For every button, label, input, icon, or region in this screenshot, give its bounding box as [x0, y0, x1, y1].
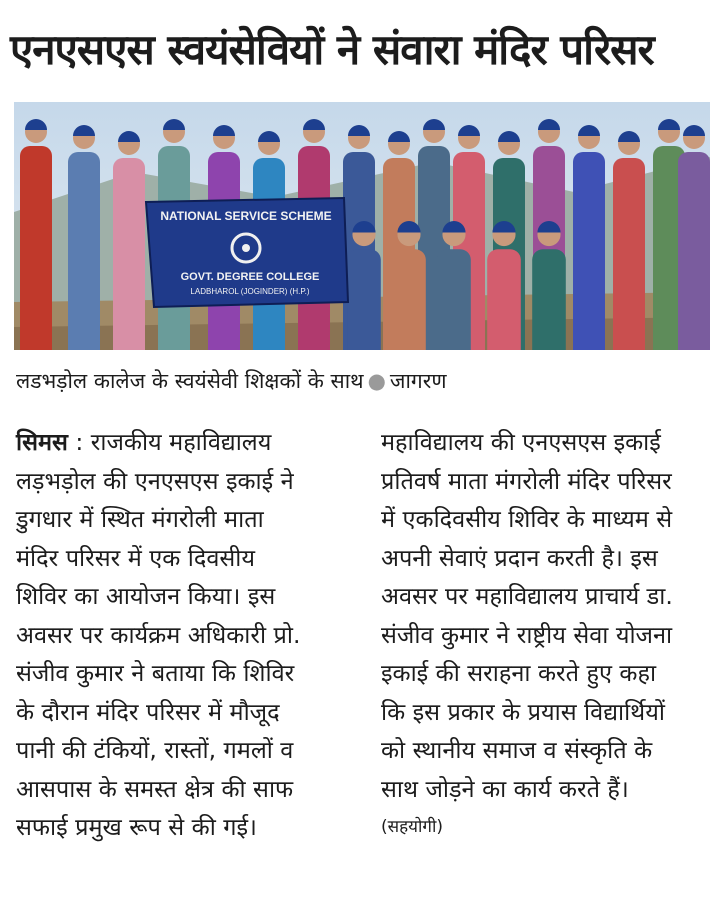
- article-line: पानी की टंकियों, रास्तों, गमलों व: [16, 736, 294, 764]
- article-line: प्रतिवर्ष माता मंगरोली मंदिर परिसर: [381, 466, 672, 495]
- banner-line-2: GOVT. DEGREE COLLEGE: [180, 271, 320, 283]
- person-figure: [678, 125, 710, 350]
- group-photo: [14, 102, 710, 350]
- person-figure: [613, 131, 645, 350]
- caption-source: जागरण: [389, 369, 447, 393]
- article-line: कि इस प्रकार के प्रयास विद्यार्थियों: [381, 697, 665, 726]
- credit-line: (सहयोगी): [381, 817, 444, 837]
- article-line-text: : राजकीय महाविद्यालय: [67, 428, 272, 456]
- bullet-dot: ●: [367, 369, 386, 393]
- article-line: अवसर पर कार्यक्रम अधिकारी प्रो.: [16, 620, 301, 649]
- article-line: महाविद्यालय की एनएसएस इकाई: [381, 428, 661, 456]
- article-line: लड़भड़ोल की एनएसएस इकाई ने: [16, 466, 294, 495]
- article-column-left: [16, 423, 356, 847]
- caption-text: लडभड़ोल कालेज के स्वयंसेवी शिक्षकों के साथ: [16, 369, 364, 393]
- article-line: सफाई प्रमुख रूप से की गई।: [16, 813, 257, 841]
- article-column-right: [381, 423, 716, 847]
- headline: एनएसएस स्वयंसेवियों ने संवारा मंदिर परिसर: [10, 25, 654, 74]
- article-line: साथ जोड़ने का कार्य करते हैं।: [381, 774, 629, 803]
- article-line: के दौरान मंदिर परिसर में मौजूद: [16, 697, 280, 726]
- article-line: अपनी सेवाएं प्रदान करती है। इस: [381, 543, 658, 572]
- person-figure: [113, 131, 145, 350]
- article-line: शिविर का आयोजन किया। इस: [16, 582, 276, 610]
- person-figure: [20, 119, 52, 350]
- photo-caption: [16, 366, 716, 396]
- article-line: [16, 423, 356, 462]
- article-line: अवसर पर महाविद्यालय प्राचार्य डा.: [381, 582, 673, 610]
- banner-line-3: LADBHAROL (JOGINDER) (H.P.): [190, 287, 310, 296]
- person-figure: [573, 125, 605, 350]
- article-line: संजीव कुमार ने बताया कि शिविर: [16, 659, 295, 687]
- article-line: डुगधार में स्थित मंगरोली माता: [16, 505, 264, 533]
- banner-line-1: NATIONAL SERVICE SCHEME: [160, 209, 332, 223]
- article-line: आसपास के समस्त क्षेत्र की साफ: [16, 774, 294, 803]
- nss-banner: [146, 198, 348, 307]
- article-line: इकाई की सराहना करते हुए कहा: [381, 659, 657, 687]
- person-figure: [68, 125, 100, 350]
- article-line: मंदिर परिसर में एक दिवसीय: [16, 543, 255, 572]
- article-line: को स्थानीय समाज व संस्कृति के: [381, 736, 653, 764]
- article-line: में एकदिवसीय शिविर के माध्यम से: [381, 505, 673, 533]
- dateline: सिमस: [16, 428, 68, 456]
- article-line: संजीव कुमार ने राष्ट्रीय सेवा योजना: [381, 620, 673, 649]
